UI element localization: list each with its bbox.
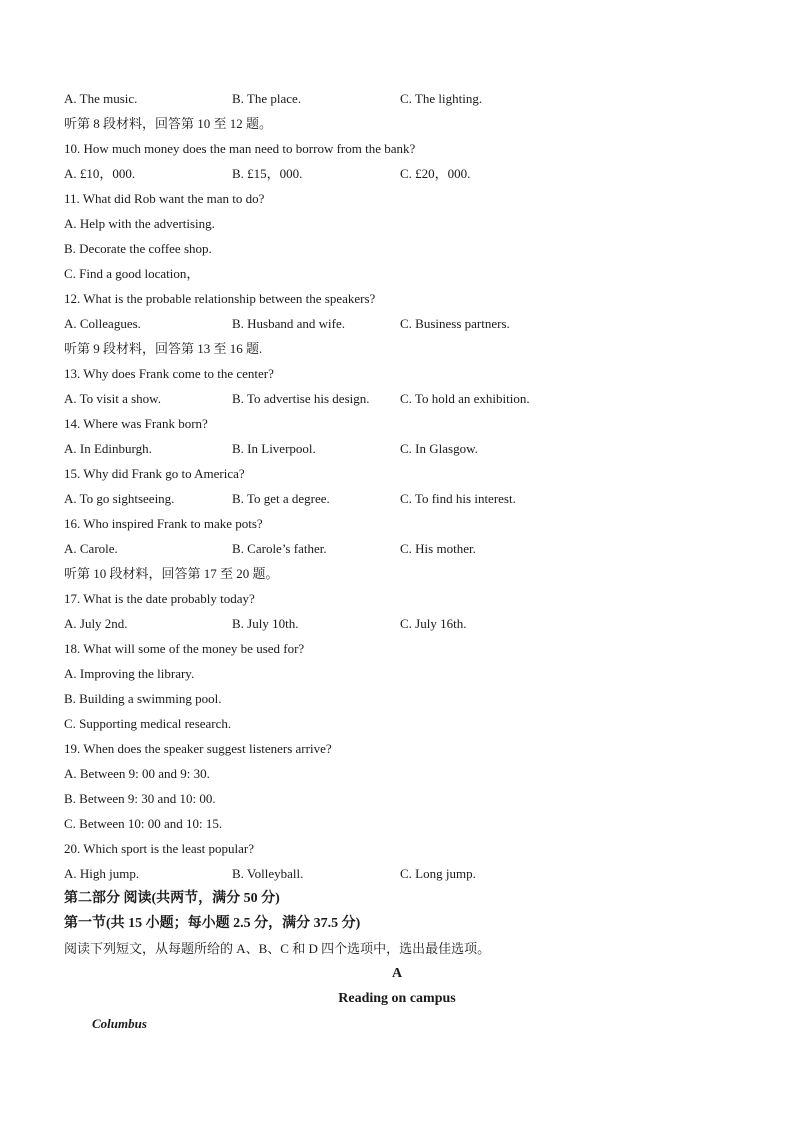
question-13-stem: 13. Why does Frank come to the center? <box>64 366 274 381</box>
option-b: B. Carole’s father. <box>232 541 327 556</box>
option-b: B. July 10th. <box>232 616 299 631</box>
question-18-option-b: B. Building a swimming pool. <box>64 691 222 706</box>
option-c: C. In Glasgow. <box>400 441 478 456</box>
section-9-instruction: 听第 9 段材料，回答第 13 至 16 题. <box>64 341 263 356</box>
option-c: C. To hold an exhibition. <box>400 391 530 406</box>
passage-label: A <box>391 966 403 981</box>
passage-subheading: Columbus <box>92 1016 147 1031</box>
question-17-options <box>64 614 744 639</box>
question-18-stem: 18. What will some of the money be used for? <box>64 641 305 656</box>
question-13-options <box>64 389 744 414</box>
section-10-instruction: 听第 10 段材料，回答第 17 至 20 题。 <box>64 566 279 581</box>
option-a: A. In Edinburgh. <box>64 441 152 456</box>
question-11-option-b: B. Decorate the coffee shop. <box>64 241 212 256</box>
question-15-options <box>64 489 744 514</box>
part-2-heading: 第二部分 阅读(共两节，满分 50 分) <box>64 891 280 906</box>
question-16-options <box>64 539 744 564</box>
question-12-stem: 12. What is the probable relationship between the speakers? <box>64 291 376 306</box>
option-c: C. His mother. <box>400 541 476 556</box>
option-b: B. Husband and wife. <box>232 316 346 331</box>
section-1-heading: 第一节(共 15 小题；每小题 2.5 分，满分 37.5 分) <box>64 916 361 931</box>
option-b: B. To advertise his design. <box>232 391 370 406</box>
question-14-stem: 14. Where was Frank born? <box>64 416 208 431</box>
option-a: A. To go sightseeing. <box>64 491 175 506</box>
option-b: B. The place. <box>232 91 302 106</box>
question-20-stem: 20. Which sport is the least popular? <box>64 841 255 856</box>
question-19-option-c: C. Between 10: 00 and 10: 15. <box>64 816 223 831</box>
question-17-stem: 17. What is the date probably today? <box>64 591 255 606</box>
question-11-stem: 11. What did Rob want the man to do? <box>64 191 265 206</box>
question-10-options <box>64 164 744 189</box>
option-c: C. July 16th. <box>400 616 467 631</box>
option-c: C. Business partners. <box>400 316 510 331</box>
option-a: A. The music. <box>64 91 138 106</box>
exam-page <box>64 89 744 1039</box>
question-18-option-a: A. Improving the library. <box>64 666 195 681</box>
option-a: A. To visit a show. <box>64 391 161 406</box>
option-b: B. £15，000. <box>232 166 303 181</box>
question-15-stem: 15. Why did Frank go to America? <box>64 466 245 481</box>
question-19-option-a: A. Between 9: 00 and 9: 30. <box>64 766 210 781</box>
question-19-option-b: B. Between 9: 30 and 10: 00. <box>64 791 216 806</box>
option-b: B. To get a degree. <box>232 491 330 506</box>
question-14-options <box>64 439 744 464</box>
option-a: A. Carole. <box>64 541 118 556</box>
section-8-instruction: 听第 8 段材料，回答第 10 至 12 题。 <box>64 116 273 131</box>
question-19-stem: 19. When does the speaker suggest listeners arrive? <box>64 741 332 756</box>
question-10-stem: 10. How much money does the man need to borrow from the bank? <box>64 141 416 156</box>
question-11-option-a: A. Help with the advertising. <box>64 216 215 231</box>
question-16-stem: 16. Who inspired Frank to make pots? <box>64 516 263 531</box>
option-c: C. The lighting. <box>400 91 483 106</box>
question-20-options <box>64 864 744 889</box>
question-18-option-c: C. Supporting medical research. <box>64 716 232 731</box>
option-c: C. To find his interest. <box>400 491 516 506</box>
option-a: A. £10，000. <box>64 166 136 181</box>
option-b: B. In Liverpool. <box>232 441 316 456</box>
question-12-options <box>64 314 744 339</box>
option-a: A. High jump. <box>64 866 140 881</box>
option-b: B. Volleyball. <box>232 866 304 881</box>
option-a: A. Colleagues. <box>64 316 141 331</box>
q9-options <box>64 89 744 114</box>
option-c: C. Long jump. <box>400 866 476 881</box>
option-a: A. July 2nd. <box>64 616 128 631</box>
passage-title: Reading on campus <box>338 991 456 1006</box>
option-c: C. £20，000. <box>400 166 471 181</box>
reading-instruction: 阅读下列短文，从每题所给的 A、B、C 和 D 四个选项中，选出最佳选项。 <box>64 941 491 956</box>
question-11-option-c: C. Find a good location， <box>64 266 200 281</box>
